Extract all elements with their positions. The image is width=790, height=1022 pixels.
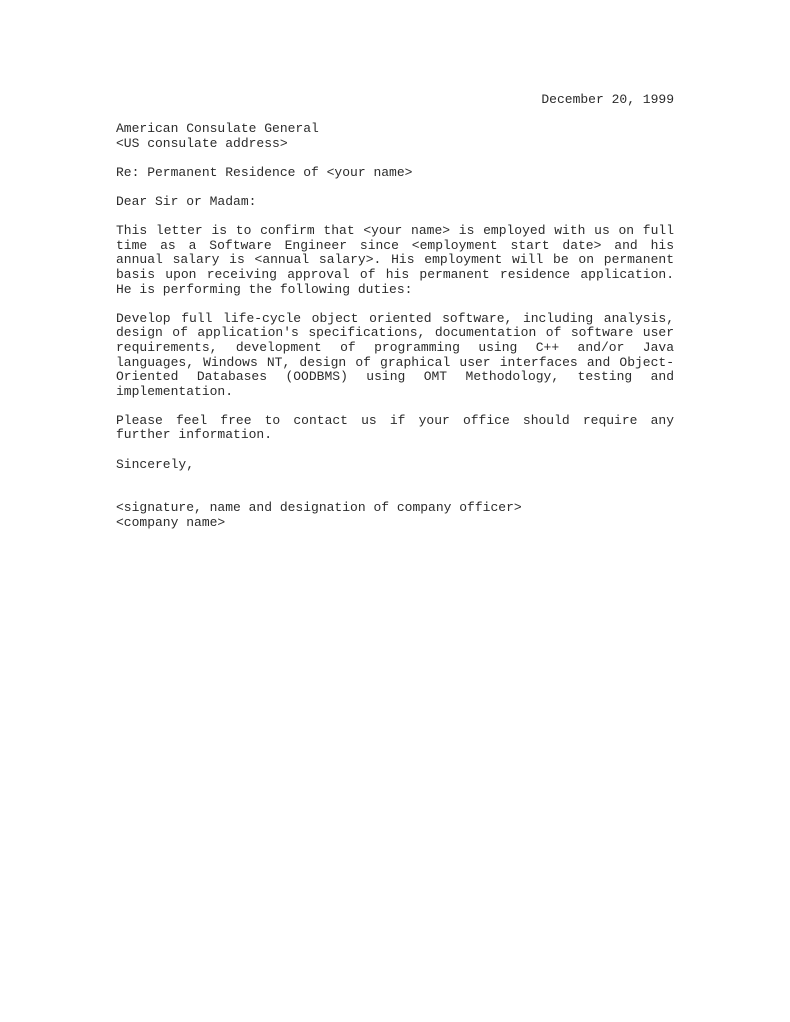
company-name: <company name> (116, 515, 226, 531)
employment-paragraph: This letter is to confirm that <your name> is employed with us on full time as a Software Engineer since <employment start date> and his annual salary is <annual salary>. His employment will be on permanent basis upon receiving approval of his permanent residence application. He is performing the following duties: (116, 223, 674, 297)
signature-space (116, 487, 674, 502)
salutation: Dear Sir or Madam: (116, 193, 257, 209)
signature-block (116, 501, 674, 530)
subject-line: Re: Permanent Residence of <your name> (116, 164, 413, 180)
duties-paragraph: Develop full life-cycle object oriented software, including analysis, design of application's specifications, documentation of software user requirements, development of programming using C++ and/or Java languages, Windows NT, design of graphical user interfaces and Object-Oriented Databases (OODBMS) using OMT Methodology, testing and implementation. (116, 310, 674, 399)
recipient-line-2: <US consulate address> (116, 135, 288, 151)
letter-date: December 20, 1999 (541, 92, 674, 107)
recipient-address (116, 122, 674, 151)
recipient-line-1: American Consulate General (116, 121, 319, 136)
signature-line: <signature, name and designation of company officer> (116, 500, 522, 516)
contact-paragraph: Please feel free to contact us if your office should require any further information. (116, 412, 674, 443)
closing: Sincerely, (116, 456, 195, 472)
letter-content (116, 93, 674, 531)
